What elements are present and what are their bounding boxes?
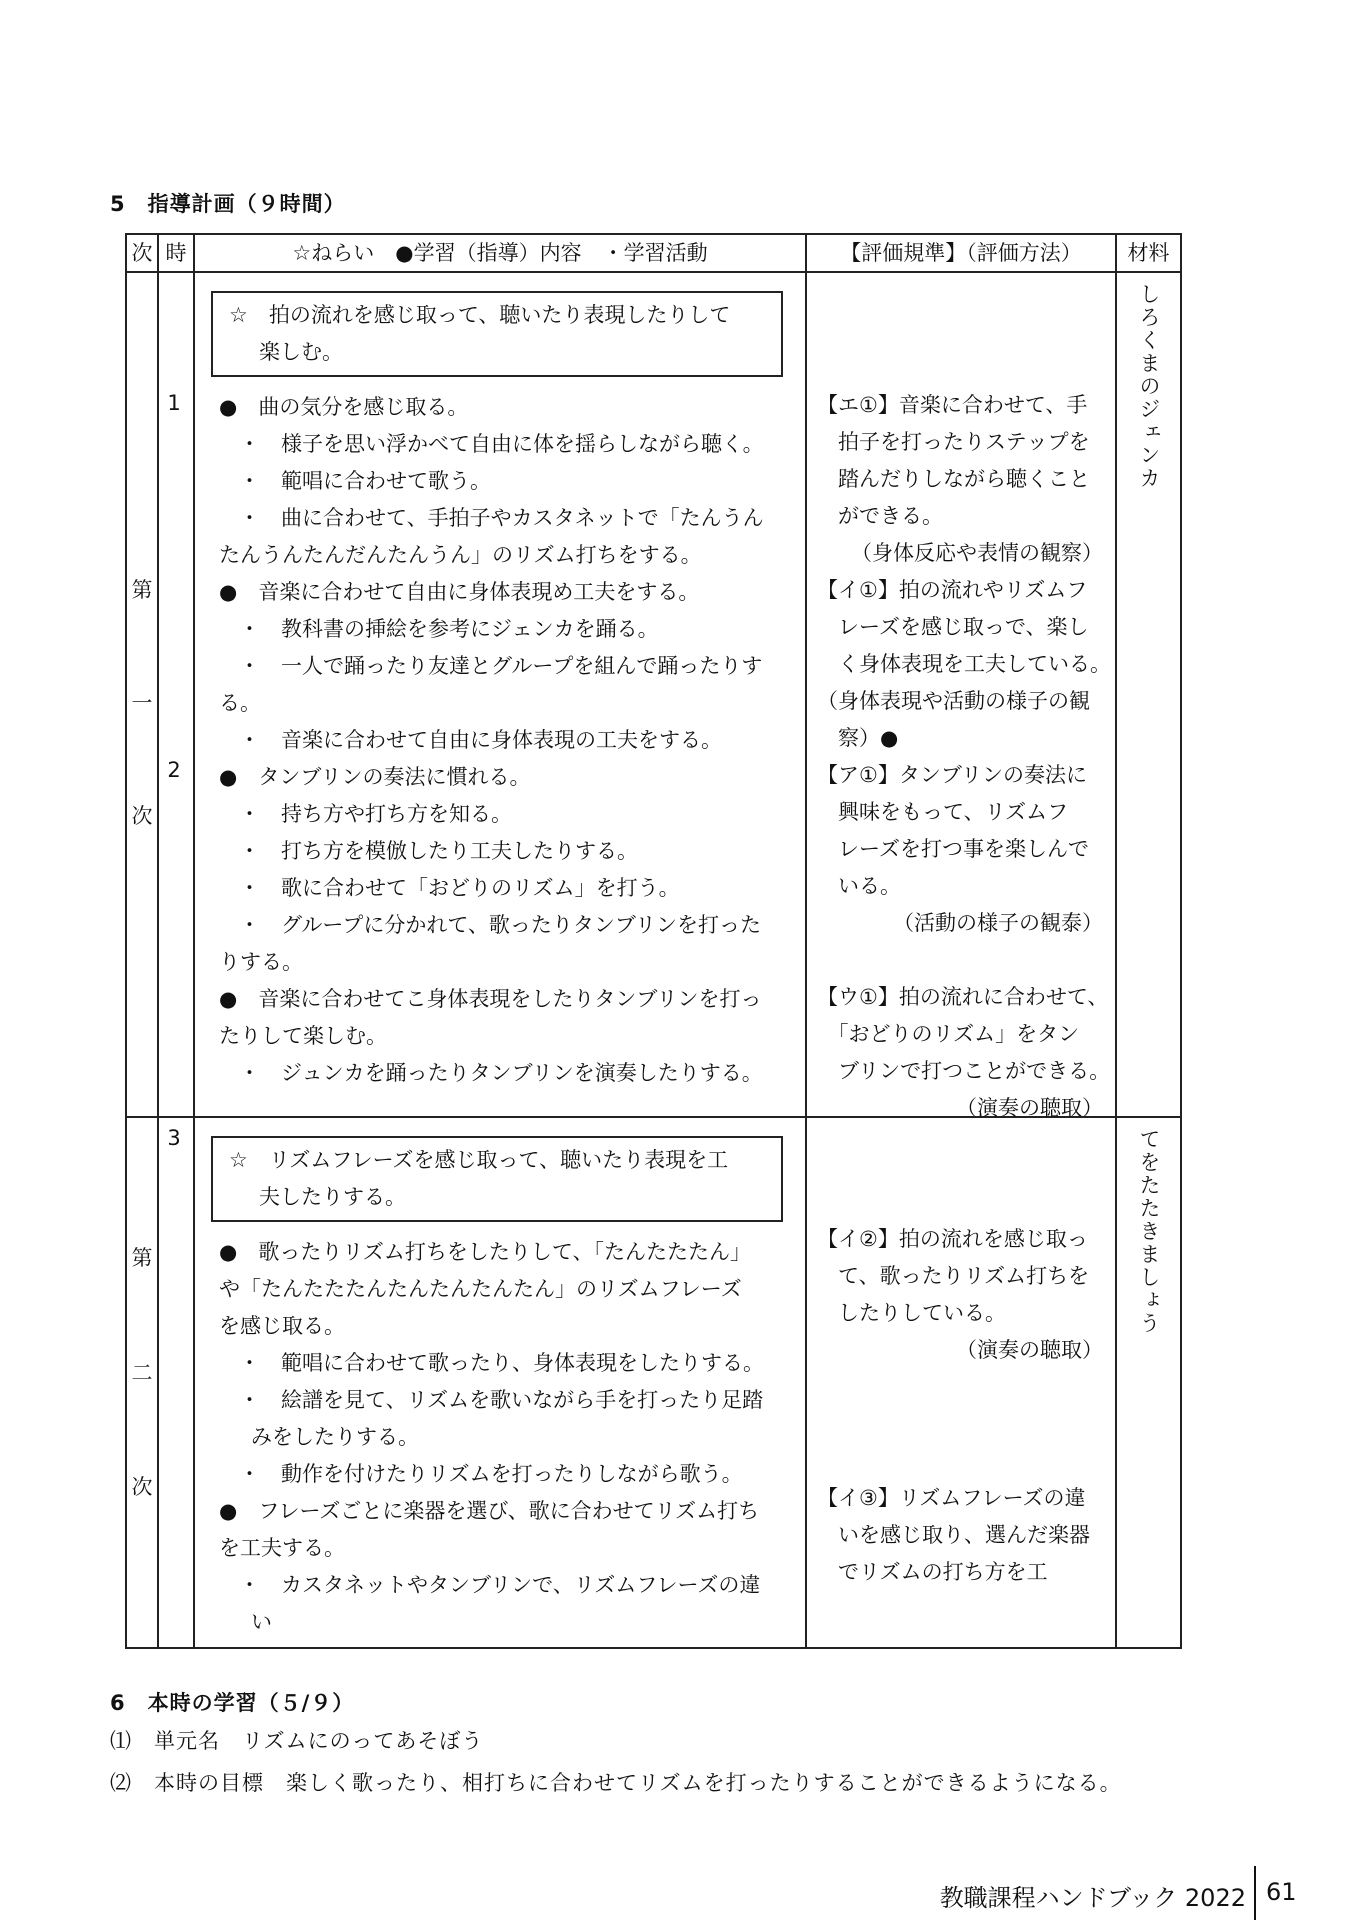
content-line: ・ 曲に合わせて、手拍子やカスタネットで「たんうん (239, 506, 764, 530)
content-line: を感じ取る。 (219, 1314, 345, 1338)
evaluation-criterion (817, 979, 1109, 1127)
content-line: ・ 歌に合わせて「おどりのリズム」を打う。 (239, 876, 680, 900)
footer-separator (1254, 1866, 1256, 1920)
material-title: てをたたきましょう (1137, 1128, 1161, 1335)
aim-line: ☆ 拍の流れを感じ取って、聴いたり表現したりして (229, 303, 731, 327)
header-toki: 時 (158, 234, 194, 272)
eval-line: ができる。 (817, 504, 943, 528)
aim-line: 楽しむ。 (259, 340, 343, 364)
phase-1-row (126, 272, 1181, 1117)
header-main: ☆ねらい ●学習（指導）内容 ・学習活動 (194, 234, 806, 272)
content-line: みをしたりする。 (251, 1425, 419, 1449)
eval-line: 【イ③】リズムフレーズの違 (817, 1486, 1086, 1510)
content-line: ・ 様子を思い浮かべて自由に体を揺らしながら聴く。 (239, 432, 764, 456)
eval-line: て、歌ったりリズム打ちを (817, 1264, 1090, 1288)
eval-line: したりしている。 (817, 1301, 1006, 1325)
content-line: ・ 教科書の挿絵を参考にジェンカを踊る。 (239, 617, 659, 641)
content-line: ・ 範唱に合わせて歌ったり、身体表現をしたりする。 (239, 1351, 764, 1375)
header-eval: 【評価規準】（評価方法） (806, 234, 1116, 272)
evaluation-criterion (817, 1221, 1109, 1369)
phase-1-label-char: 次 (131, 804, 153, 828)
phase-2-label-char: 二 (131, 1361, 153, 1385)
content-line: を工夫する。 (219, 1536, 345, 1560)
content-line: たりして楽しむ。 (219, 1024, 387, 1048)
footer-book-title: 教職課程ハンドブック 2022 (939, 1884, 1246, 1912)
content-line: ● フレーズごとに楽器を選び、歌に合わせてリズム打ち (219, 1499, 760, 1523)
content-line: ● タンブリンの奏法に慣れる。 (219, 765, 531, 789)
aim-line: ☆ リズムフレーズを感じ取って、聴いたり表現を工 (229, 1148, 729, 1172)
content-line: る。 (219, 691, 261, 715)
evaluation-criterion (817, 387, 1109, 572)
content-line: ・ 絵譜を見て、リズムを歌いながら手を打ったり足踏 (239, 1388, 764, 1412)
content-line: ・ ジュンカを踊ったりタンブリンを演奏したりする。 (239, 1061, 763, 1085)
section-6-title: 6 本時の学習（５/９） (110, 1691, 355, 1715)
header-ji: 次 (126, 234, 158, 272)
eval-line: 【イ①】拍の流れやリズムフ (817, 578, 1088, 602)
content-line: ・ 動作を付けたりリズムを打ったりしながら歌う。 (239, 1462, 743, 1486)
table-header-row (126, 234, 1181, 272)
header-material: 材料 (1116, 234, 1181, 272)
phase-2-label-char: 第 (131, 1246, 153, 1270)
eval-line: ブリンで打つことができる。 (817, 1059, 1111, 1083)
content-line: りする。 (219, 950, 303, 974)
phase-1-hours (158, 272, 194, 1117)
phase-1-material (1116, 272, 1181, 1117)
evaluation-criterion (817, 1480, 1109, 1591)
content-line: たんうんたんだんたんうん」のリズム打ちをする。 (219, 543, 702, 567)
lesson-plan-table (125, 233, 1182, 1649)
content-line: ・ 音楽に合わせて自由に身体表現の工夫をする。 (239, 728, 722, 752)
eval-line: いを感じ取り、選んだ楽器 (817, 1523, 1090, 1547)
eval-line: でリズムの打ち方を工 (817, 1560, 1048, 1584)
phase-2-content (194, 1117, 806, 1648)
content-line: ● 音楽に合わせてこ身体表現をしたりタンブリンを打っ (219, 987, 762, 1011)
eval-line: 【エ①】音楽に合わせて、手 (817, 393, 1088, 417)
content-line: ● 歌ったりリズム打ちをしたりして、「たんたたたん」 (219, 1240, 751, 1264)
eval-line: 「おどりのリズム」をタン (817, 1022, 1080, 1046)
phase-1-evaluation (806, 272, 1116, 1120)
content-line: い (251, 1610, 272, 1634)
content-line: ・ 打ち方を模倣したり工夫したりする。 (239, 839, 638, 863)
eval-line: 拍子を打ったりステップを (817, 430, 1090, 454)
phase-2-label (126, 1117, 158, 1648)
eval-method: （演奏の聴取） (956, 1338, 1103, 1362)
hour-number: 3 (167, 1126, 181, 1150)
eval-method: （活動の様子の観泰） (893, 911, 1103, 935)
eval-line: レーズを感じ取っで、楽し (817, 615, 1089, 639)
content-line: ● 音楽に合わせて自由に身体表現め工夫をする。 (219, 580, 700, 604)
aim-box (211, 291, 783, 377)
phase-1-label-char: 一 (131, 691, 153, 715)
page-number: 61 (1266, 1878, 1297, 1906)
eval-line: 【イ②】拍の流れを感じ取っ (817, 1227, 1088, 1251)
eval-line: 興味をもって、リズムフ (817, 800, 1069, 824)
phase-2-material (1116, 1117, 1181, 1648)
phase-2-label-char: 次 (131, 1475, 153, 1499)
lesson-goal: ⑵ 本時の目標 楽しく歌ったり、相打ちに合わせてリズムを打ったりすることができるようになる。 (110, 1771, 1122, 1795)
content-line: ・ 範唱に合わせて歌う。 (239, 469, 491, 493)
eval-line: （身体表現や活動の様子の観 (817, 689, 1090, 713)
phase-1-label-char: 第 (131, 578, 153, 602)
eval-line: 察）● (817, 726, 899, 750)
aim-box (211, 1136, 783, 1222)
eval-line: いる。 (817, 874, 901, 898)
eval-line: レーズを打つ事を楽しんで (817, 837, 1089, 861)
eval-method: （身体反応や表情の観察） (851, 541, 1103, 565)
content-line: ・ 持ち方や打ち方を知る。 (239, 802, 512, 826)
content-line: ● 曲の気分を感じ取る。 (219, 395, 469, 419)
eval-line: 踏んだりしながら聴くこと (817, 467, 1090, 491)
evaluation-criterion (817, 572, 1109, 757)
phase-1-label (126, 272, 158, 1117)
eval-line: 【ウ①】拍の流れに合わせて、 (817, 985, 1109, 1009)
content-line: ・ カスタネットやタンブリンで、リズムフレーズの違 (239, 1573, 761, 1597)
eval-line: く身体表現を工夫している。 (817, 652, 1111, 676)
aim-line: 夫したりする。 (259, 1185, 406, 1209)
evaluation-criterion (817, 757, 1109, 942)
content-line: ・ グループに分かれて、歌ったりタンブリンを打った (239, 913, 762, 937)
content-line: ・ 一人で踊ったり友達とグループを組んで踊ったりす (239, 654, 763, 678)
phase-2-evaluation (806, 1117, 1116, 1648)
material-title: しろくまのジェンカ (1137, 283, 1161, 490)
eval-method: （演奏の聴取） (956, 1096, 1103, 1120)
eval-line: 【ア①】タンブリンの奏法に (817, 763, 1087, 787)
phase-2-row (126, 1117, 1181, 1648)
hour-number: 2 (167, 758, 181, 782)
phase-1-content (194, 272, 806, 1117)
phase-2-hours (158, 1117, 194, 1648)
unit-name: ⑴ 単元名 リズムにのってあそぼう (110, 1729, 484, 1753)
section-5-title: 5 指導計画（９時間） (110, 192, 346, 216)
hour-number: 1 (167, 391, 181, 415)
content-line: や「たんたたたんたんたんたんたん」のリズムフレーズ (219, 1277, 742, 1301)
